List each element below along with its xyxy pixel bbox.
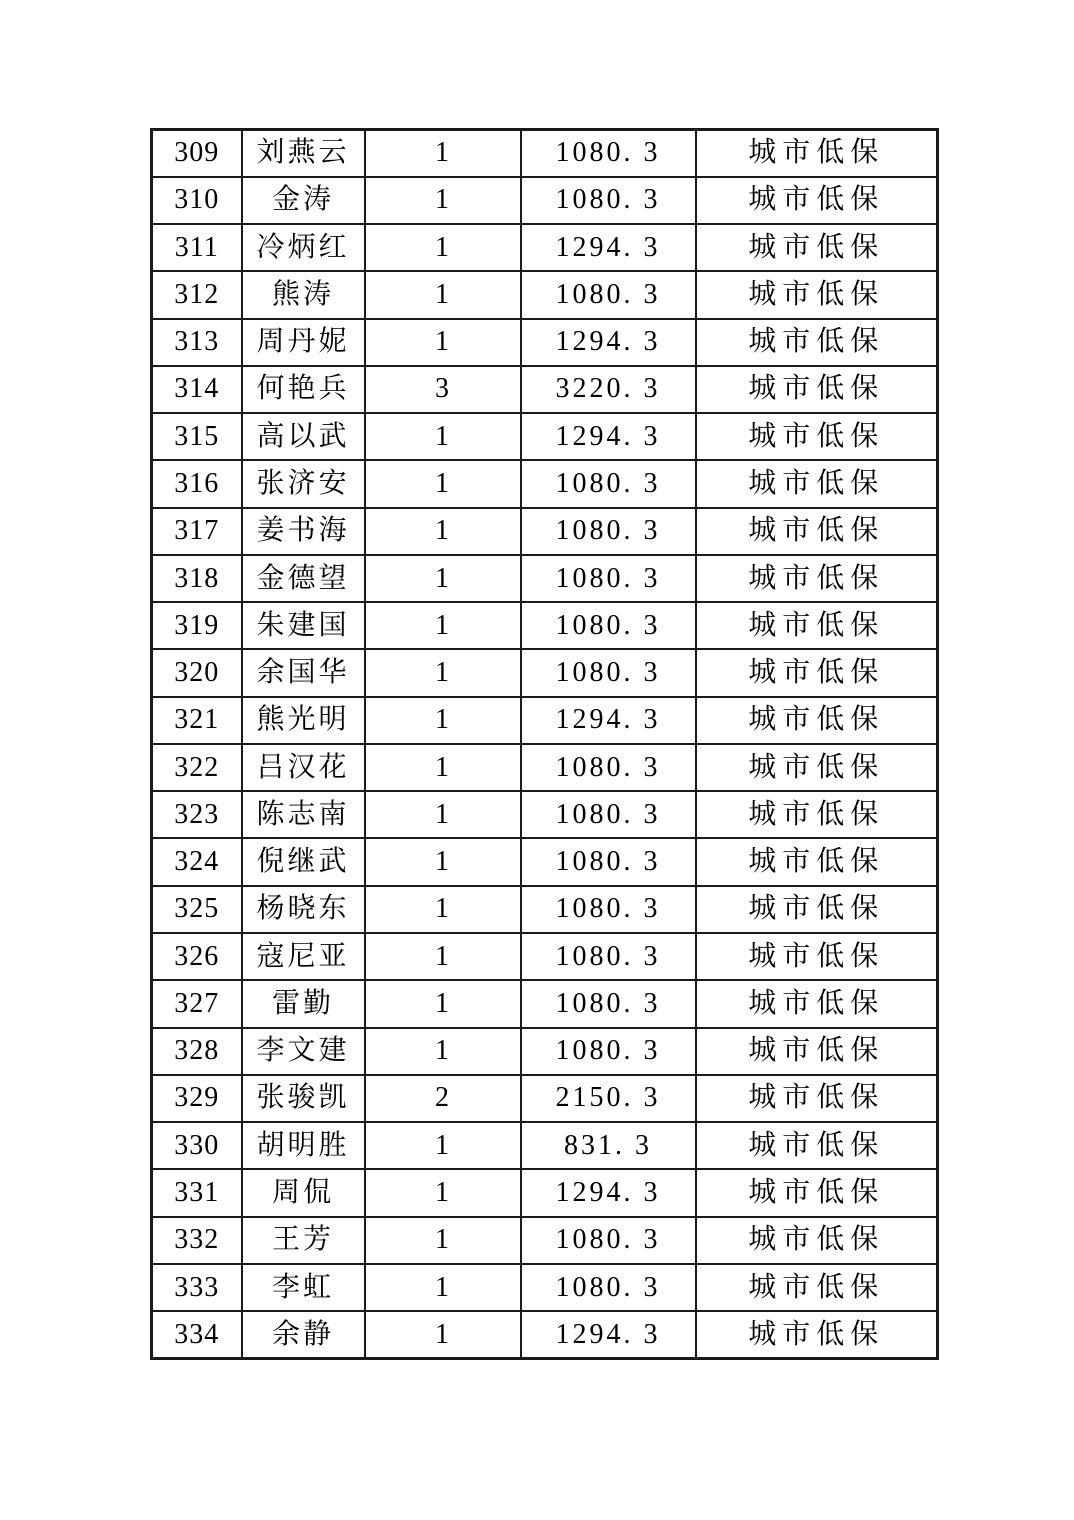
table-row (152, 319, 938, 366)
amount-cell: 831. 3 (521, 1122, 696, 1169)
category-cell: 城市低保 (696, 366, 938, 413)
row-number-cell: 309 (152, 130, 242, 177)
table-row (152, 933, 938, 980)
amount-cell: 1080. 3 (521, 130, 696, 177)
table-row (152, 886, 938, 933)
category-cell: 城市低保 (696, 177, 938, 224)
category-cell: 城市低保 (696, 886, 938, 933)
row-number-cell: 322 (152, 744, 242, 791)
row-number-cell: 326 (152, 933, 242, 980)
amount-cell: 1080. 3 (521, 271, 696, 318)
count-cell: 1 (365, 1122, 521, 1169)
table-row (152, 555, 938, 602)
name-cell: 余静 (242, 1311, 365, 1358)
amount-cell: 2150. 3 (521, 1075, 696, 1122)
category-cell: 城市低保 (696, 649, 938, 696)
count-cell: 1 (365, 1217, 521, 1264)
amount-cell: 1080. 3 (521, 602, 696, 649)
name-cell: 金德望 (242, 555, 365, 602)
amount-cell: 1080. 3 (521, 1217, 696, 1264)
table-row (152, 177, 938, 224)
count-cell: 1 (365, 130, 521, 177)
table-row (152, 130, 938, 177)
amount-cell: 1294. 3 (521, 1311, 696, 1358)
name-cell: 胡明胜 (242, 1122, 365, 1169)
count-cell: 1 (365, 319, 521, 366)
name-cell: 周侃 (242, 1169, 365, 1216)
row-number-cell: 316 (152, 460, 242, 507)
count-cell: 2 (365, 1075, 521, 1122)
count-cell: 1 (365, 1264, 521, 1311)
count-cell: 1 (365, 697, 521, 744)
category-cell: 城市低保 (696, 791, 938, 838)
name-cell: 朱建国 (242, 602, 365, 649)
count-cell: 3 (365, 366, 521, 413)
amount-cell: 1080. 3 (521, 555, 696, 602)
table-row (152, 744, 938, 791)
row-number-cell: 318 (152, 555, 242, 602)
name-cell: 冷炳红 (242, 224, 365, 271)
category-cell: 城市低保 (696, 413, 938, 460)
count-cell: 1 (365, 1311, 521, 1358)
category-cell: 城市低保 (696, 1028, 938, 1075)
category-cell: 城市低保 (696, 838, 938, 885)
table-row (152, 1169, 938, 1216)
category-cell: 城市低保 (696, 933, 938, 980)
amount-cell: 1294. 3 (521, 224, 696, 271)
table-row (152, 366, 938, 413)
table-row (152, 508, 938, 555)
amount-cell: 1080. 3 (521, 177, 696, 224)
row-number-cell: 323 (152, 791, 242, 838)
amount-cell: 1080. 3 (521, 838, 696, 885)
category-cell: 城市低保 (696, 697, 938, 744)
name-cell: 杨晓东 (242, 886, 365, 933)
table-row (152, 649, 938, 696)
row-number-cell: 328 (152, 1028, 242, 1075)
category-cell: 城市低保 (696, 460, 938, 507)
category-cell: 城市低保 (696, 555, 938, 602)
row-number-cell: 311 (152, 224, 242, 271)
category-cell: 城市低保 (696, 602, 938, 649)
row-number-cell: 330 (152, 1122, 242, 1169)
table-row (152, 791, 938, 838)
row-number-cell: 334 (152, 1311, 242, 1358)
count-cell: 1 (365, 649, 521, 696)
count-cell: 1 (365, 177, 521, 224)
table-row (152, 1264, 938, 1311)
name-cell: 王芳 (242, 1217, 365, 1264)
table-row (152, 838, 938, 885)
count-cell: 1 (365, 413, 521, 460)
name-cell: 陈志南 (242, 791, 365, 838)
count-cell: 1 (365, 838, 521, 885)
name-cell: 雷勤 (242, 980, 365, 1027)
row-number-cell: 312 (152, 271, 242, 318)
count-cell: 1 (365, 980, 521, 1027)
table-row (152, 1311, 938, 1358)
name-cell: 余国华 (242, 649, 365, 696)
row-number-cell: 320 (152, 649, 242, 696)
amount-cell: 1080. 3 (521, 886, 696, 933)
category-cell: 城市低保 (696, 1217, 938, 1264)
benefit-table (150, 128, 939, 1360)
row-number-cell: 325 (152, 886, 242, 933)
category-cell: 城市低保 (696, 271, 938, 318)
category-cell: 城市低保 (696, 1169, 938, 1216)
amount-cell: 1080. 3 (521, 460, 696, 507)
category-cell: 城市低保 (696, 1075, 938, 1122)
name-cell: 李虹 (242, 1264, 365, 1311)
name-cell: 李文建 (242, 1028, 365, 1075)
count-cell: 1 (365, 555, 521, 602)
count-cell: 1 (365, 602, 521, 649)
name-cell: 熊涛 (242, 271, 365, 318)
category-cell: 城市低保 (696, 1122, 938, 1169)
name-cell: 吕汉花 (242, 744, 365, 791)
row-number-cell: 331 (152, 1169, 242, 1216)
row-number-cell: 314 (152, 366, 242, 413)
name-cell: 张骏凯 (242, 1075, 365, 1122)
name-cell: 熊光明 (242, 697, 365, 744)
count-cell: 1 (365, 1028, 521, 1075)
amount-cell: 1294. 3 (521, 697, 696, 744)
name-cell: 寇尼亚 (242, 933, 365, 980)
row-number-cell: 317 (152, 508, 242, 555)
category-cell: 城市低保 (696, 319, 938, 366)
name-cell: 倪继武 (242, 838, 365, 885)
row-number-cell: 313 (152, 319, 242, 366)
category-cell: 城市低保 (696, 980, 938, 1027)
row-number-cell: 310 (152, 177, 242, 224)
row-number-cell: 327 (152, 980, 242, 1027)
table-row (152, 1075, 938, 1122)
amount-cell: 1294. 3 (521, 319, 696, 366)
count-cell: 1 (365, 271, 521, 318)
name-cell: 张济安 (242, 460, 365, 507)
table-row (152, 1217, 938, 1264)
count-cell: 1 (365, 460, 521, 507)
table-row (152, 460, 938, 507)
row-number-cell: 319 (152, 602, 242, 649)
table-row (152, 1028, 938, 1075)
benefit-table-body (152, 130, 938, 1359)
amount-cell: 1080. 3 (521, 649, 696, 696)
count-cell: 1 (365, 744, 521, 791)
table-row (152, 224, 938, 271)
amount-cell: 1080. 3 (521, 933, 696, 980)
category-cell: 城市低保 (696, 130, 938, 177)
row-number-cell: 329 (152, 1075, 242, 1122)
row-number-cell: 333 (152, 1264, 242, 1311)
name-cell: 周丹妮 (242, 319, 365, 366)
category-cell: 城市低保 (696, 1311, 938, 1358)
row-number-cell: 324 (152, 838, 242, 885)
amount-cell: 1080. 3 (521, 508, 696, 555)
name-cell: 金涛 (242, 177, 365, 224)
name-cell: 高以武 (242, 413, 365, 460)
name-cell: 姜书海 (242, 508, 365, 555)
amount-cell: 1080. 3 (521, 980, 696, 1027)
row-number-cell: 321 (152, 697, 242, 744)
amount-cell: 1294. 3 (521, 1169, 696, 1216)
category-cell: 城市低保 (696, 224, 938, 271)
table-row (152, 980, 938, 1027)
count-cell: 1 (365, 886, 521, 933)
row-number-cell: 332 (152, 1217, 242, 1264)
count-cell: 1 (365, 933, 521, 980)
count-cell: 1 (365, 508, 521, 555)
name-cell: 刘燕云 (242, 130, 365, 177)
amount-cell: 3220. 3 (521, 366, 696, 413)
amount-cell: 1080. 3 (521, 1264, 696, 1311)
amount-cell: 1080. 3 (521, 744, 696, 791)
count-cell: 1 (365, 791, 521, 838)
category-cell: 城市低保 (696, 508, 938, 555)
row-number-cell: 315 (152, 413, 242, 460)
name-cell: 何艳兵 (242, 366, 365, 413)
amount-cell: 1080. 3 (521, 791, 696, 838)
category-cell: 城市低保 (696, 744, 938, 791)
table-row (152, 413, 938, 460)
category-cell: 城市低保 (696, 1264, 938, 1311)
table-row (152, 1122, 938, 1169)
count-cell: 1 (365, 224, 521, 271)
table-row (152, 697, 938, 744)
table-row (152, 602, 938, 649)
amount-cell: 1080. 3 (521, 1028, 696, 1075)
table-row (152, 271, 938, 318)
count-cell: 1 (365, 1169, 521, 1216)
amount-cell: 1294. 3 (521, 413, 696, 460)
